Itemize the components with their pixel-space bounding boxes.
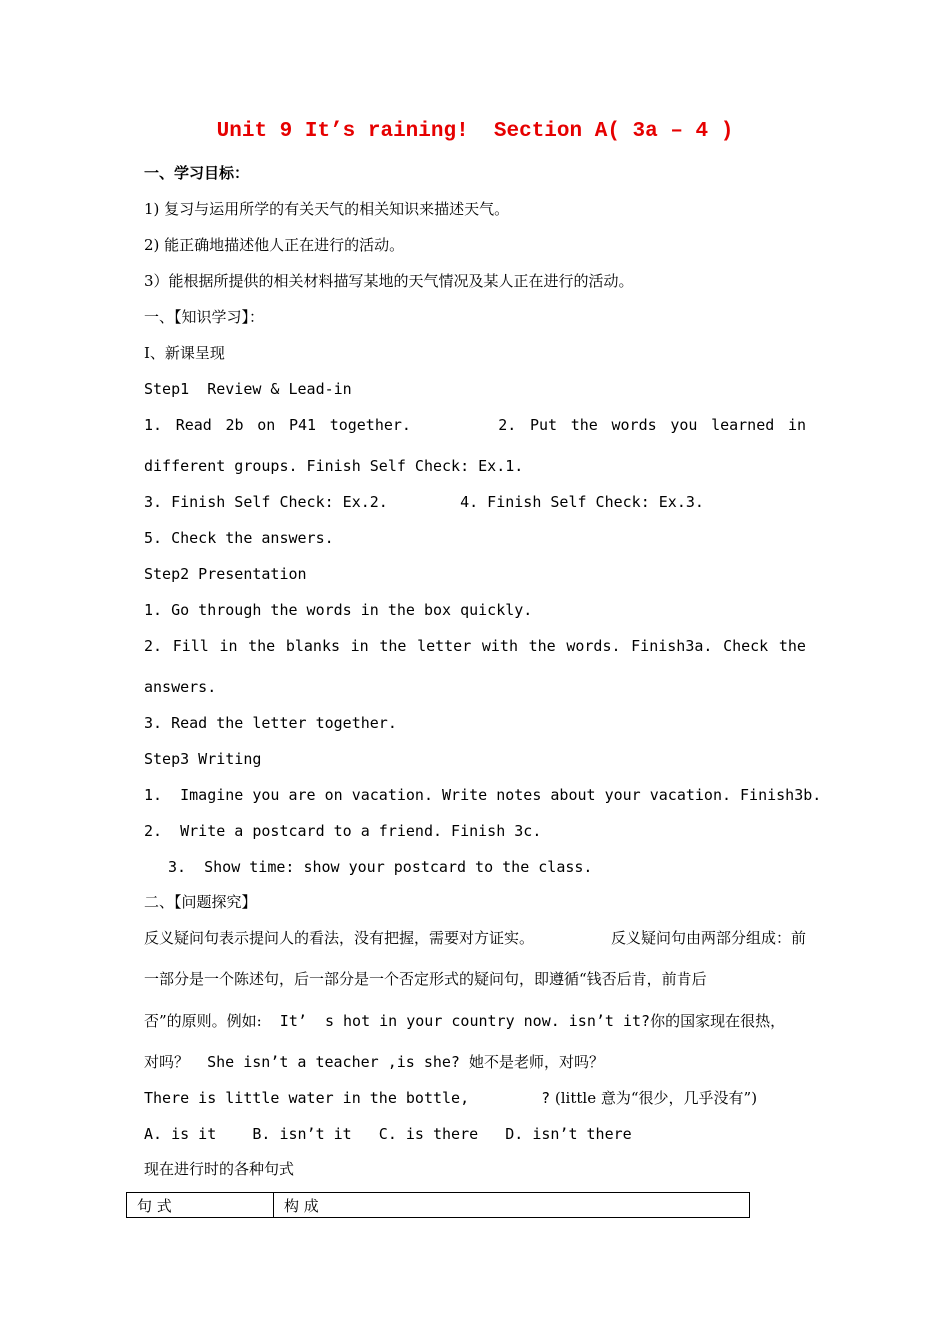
step2-item3: 3. Read the letter together. xyxy=(144,714,397,732)
knowledge-heading: 一、【知识学习】： xyxy=(144,308,265,326)
word: Finish3a. xyxy=(631,637,713,655)
para-line-1 xyxy=(144,928,806,948)
word: letter xyxy=(417,637,472,655)
step1-item1 xyxy=(144,415,806,435)
para-text: She isn’t a teacher ,is she? xyxy=(189,1053,469,1071)
word: learned xyxy=(711,416,775,434)
word: the xyxy=(778,637,806,655)
goal-3: 3）能根据所提供的相关材料描写某地的天气情况及某人正在进行的活动。 xyxy=(144,272,634,290)
step1-title: Step1 Review & Lead-in xyxy=(144,380,352,398)
spacer xyxy=(425,415,485,435)
page-title: Unit 9 It’s raining! Section A( 3a – 4 ) xyxy=(216,120,734,143)
para-text: 反义疑问句由两部分组成：前 xyxy=(610,929,806,947)
word: words. xyxy=(566,637,621,655)
question-text: There is little water in the bottle, xyxy=(144,1089,470,1107)
sentence-pattern-table xyxy=(126,1192,750,1218)
word: the xyxy=(248,637,276,655)
para-text: 否”的原则。例如: xyxy=(144,1012,262,1030)
goal-1: 1) 复习与运用所学的有关天气的相关知识来描述天气。 xyxy=(144,200,510,218)
word: 2b xyxy=(225,416,244,434)
word: 2. xyxy=(498,416,517,434)
goals-heading: 一、学习目标： xyxy=(144,164,250,182)
question-note: (little 意为“很少，几乎没有”) xyxy=(550,1089,758,1107)
table-header-cell: 句 式 xyxy=(127,1193,274,1218)
word: in xyxy=(219,637,238,655)
word: the xyxy=(570,416,598,434)
word: with xyxy=(481,637,518,655)
table-header-cell: 构 成 xyxy=(274,1193,750,1218)
step3-item3: 3. Show time: show your postcard to the class. xyxy=(168,858,593,876)
step1-item5: 5. Check the answers. xyxy=(144,529,334,547)
para-line-2: 一部分是一个陈述句，后一部分是一个否定形式的疑问句，即遵循“钱否后肯，前肯后 xyxy=(144,970,707,988)
step2-item1: 1. Go through the words in the box quickly. xyxy=(144,601,533,619)
step1-item3: 3. Finish Self Check: Ex.2. 4. Finish Self Check: Ex.3. xyxy=(144,493,704,511)
goal-2: 2) 能正确地描述他人正在进行的活动。 xyxy=(144,236,405,254)
step2-item2 xyxy=(144,636,806,656)
word: words xyxy=(611,416,657,434)
word: you xyxy=(670,416,698,434)
step2-title: Step2 Presentation xyxy=(144,565,307,583)
para-text: 你的国家现在很热， xyxy=(650,1012,786,1030)
para-text: 反义疑问句表示提问人的看法，没有把握，需要对方证实。 xyxy=(144,929,535,947)
step2-item2-cont: answers. xyxy=(144,678,217,696)
word: on xyxy=(257,416,276,434)
table-row xyxy=(127,1193,750,1218)
step3-item2: 2. Write a postcard to a friend. Finish 3c. xyxy=(144,822,542,840)
para-text: 对吗？ xyxy=(144,1053,190,1071)
word: 2. xyxy=(144,637,163,655)
word: the xyxy=(379,637,407,655)
step1-item1-cont: different groups. Finish Self Check: Ex.1. xyxy=(144,457,524,475)
para-text: 她不是老师，对吗？ xyxy=(468,1053,604,1071)
word: in xyxy=(787,416,806,434)
para-text: It’ s hot in your country now. isn’t it? xyxy=(261,1012,651,1030)
word: Put xyxy=(530,416,558,434)
exercise-question xyxy=(144,1088,757,1108)
question-mark: ? xyxy=(541,1089,551,1107)
word: blanks xyxy=(285,637,341,655)
exercise-options: A. is it B. isn’t it C. is there D. isn’t there xyxy=(144,1125,632,1143)
word: Fill xyxy=(172,637,209,655)
inquiry-heading: 二、【问题探究】 xyxy=(144,893,257,911)
word: Read xyxy=(175,416,212,434)
word: in xyxy=(350,637,369,655)
word: together. xyxy=(329,416,411,434)
word: Check xyxy=(723,637,769,655)
word: 1. xyxy=(144,416,163,434)
para-line-4 xyxy=(144,1052,604,1072)
step3-title: Step3 Writing xyxy=(144,750,262,768)
new-lesson-heading: I、新课呈现 xyxy=(144,344,225,362)
para-line-3 xyxy=(144,1011,785,1031)
word: P41 xyxy=(288,416,317,434)
word: the xyxy=(528,637,556,655)
table-caption: 现在进行时的各种句式 xyxy=(144,1160,295,1178)
step3-item1: 1. Imagine you are on vacation. Write notes about your vacation. Finish3b. xyxy=(144,786,822,804)
